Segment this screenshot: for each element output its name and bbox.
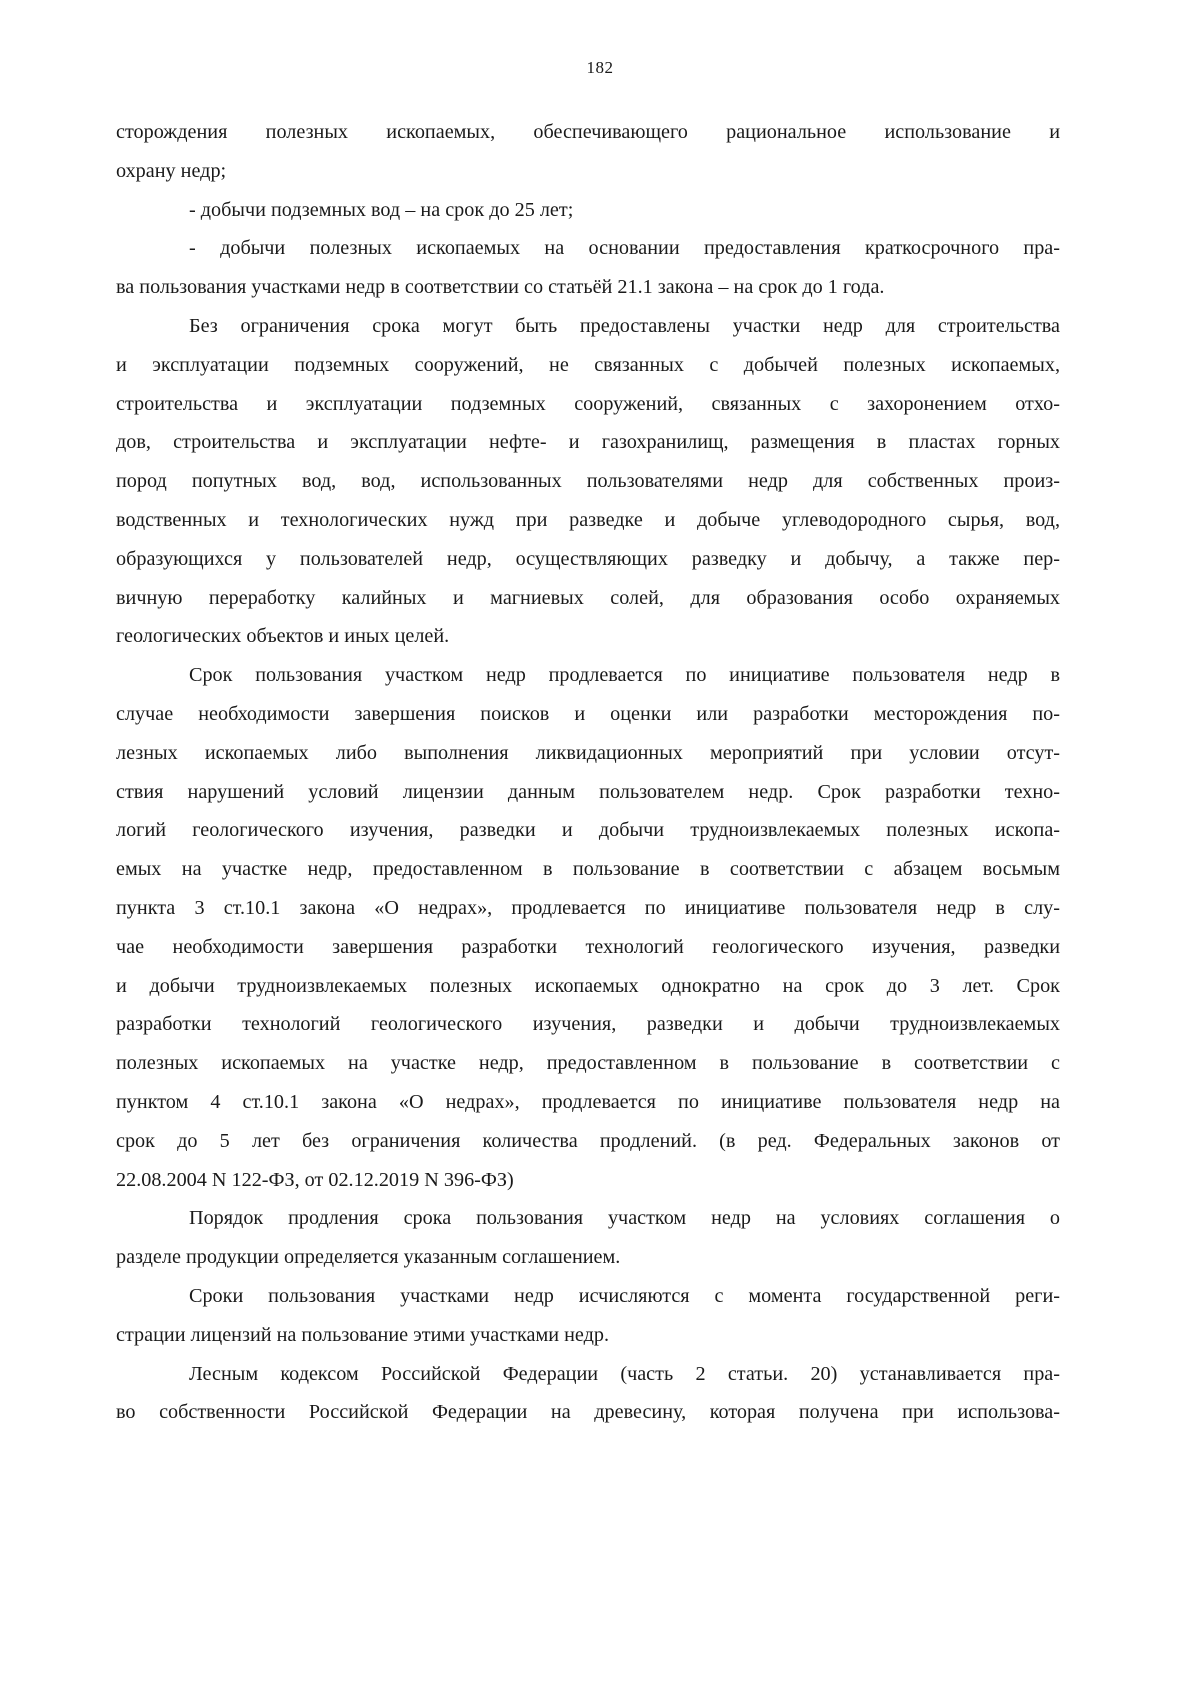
text-line: разработки технологий геологического изучения, разведки и добычи трудноизвлекаемых [116, 1013, 1060, 1036]
paragraph [116, 307, 1060, 656]
text-line: Срок пользования участком недр продлевается по инициативе пользователя недр в [189, 664, 1060, 687]
text-line: Без ограничения срока могут быть предоставлены участки недр для строительства [189, 314, 1060, 337]
text-line: охрану недр; [116, 159, 227, 182]
text-line: образующихся у пользователей недр, осуществляющих разведку и добычу, а также пер- [116, 547, 1060, 570]
text-line: лезных ископаемых либо выполнения ликвидационных мероприятий при условии отсут- [116, 741, 1060, 764]
text-line: и добычи трудноизвлекаемых полезных ископаемых однократно на срок до 3 лет. Срок [116, 974, 1060, 997]
text-line: разделе продукции определяется указанным соглашением. [116, 1246, 621, 1269]
text-line: пункта 3 ст.10.1 закона «О недрах», продлевается по инициативе пользователя недр в слу- [116, 896, 1060, 919]
text-line: Сроки пользования участками недр исчисляются с момента государственной реги- [189, 1284, 1060, 1307]
text-line: Лесным кодексом Российской Федерации (часть 2 статьи. 20) устанавливается пра- [189, 1362, 1060, 1385]
text-line: и эксплуатации подземных сооружений, не связанных с добычей полезных ископаемых, [116, 353, 1060, 376]
paragraph [116, 229, 1060, 307]
paragraph [116, 191, 1060, 230]
text-line: во собственности Российской Федерации на древесину, которая получена при использова- [116, 1401, 1060, 1424]
text-line: пород попутных вод, вод, использованных пользователями недр для собственных произ- [116, 470, 1060, 493]
text-line: ствия нарушений условий лицензии данным пользователем недр. Срок разработки техно- [116, 780, 1060, 803]
text-line: водственных и технологических нужд при разведке и добыче углеводородного сырья, вод, [116, 508, 1060, 531]
text-line: геологических объектов и иных целей. [116, 625, 450, 648]
paragraph [116, 656, 1060, 1199]
text-line: логий геологического изучения, разведки и добычи трудноизвлекаемых полезных ископа- [116, 819, 1060, 842]
text-line: - добычи подземных вод – на срок до 25 лет; [189, 198, 574, 221]
text-line: сторождения полезных ископаемых, обеспечивающего рациональное использование и [116, 121, 1060, 143]
document-body [116, 113, 1060, 1432]
text-line: страции лицензий на пользование этими участками недр. [116, 1323, 610, 1346]
paragraph [116, 1277, 1060, 1355]
text-line: - добычи полезных ископаемых на основании предоставления краткосрочного пра- [189, 237, 1060, 260]
text-line: 22.08.2004 N 122-ФЗ, от 02.12.2019 N 396-ФЗ) [116, 1168, 514, 1191]
paragraph [116, 113, 1060, 191]
text-line: ва пользования участками недр в соответствии со статьёй 21.1 закона – на срок до 1 года. [116, 276, 885, 299]
text-line: срок до 5 лет без ограничения количества продлений. (в ред. Федеральных законов от [116, 1129, 1060, 1152]
text-line: пунктом 4 ст.10.1 закона «О недрах», продлевается по инициативе пользователя недр на [116, 1090, 1060, 1113]
text-line: емых на участке недр, предоставленном в пользование в соответствии с абзацем восьмым [116, 858, 1060, 881]
text-line: полезных ископаемых на участке недр, предоставленном в пользование в соответствии с [116, 1052, 1060, 1075]
text-line: вичную переработку калийных и магниевых солей, для образования особо охраняемых [116, 586, 1060, 609]
text-line: дов, строительства и эксплуатации нефте- и газохранилищ, размещения в пластах горных [116, 431, 1060, 454]
paragraph [116, 1355, 1060, 1433]
paragraph [116, 1199, 1060, 1277]
text-line: строительства и эксплуатации подземных сооружений, связанных с захоронением отхо- [116, 392, 1060, 415]
text-line: Порядок продления срока пользования участком недр на условиях соглашения о [189, 1207, 1060, 1230]
text-line: чае необходимости завершения разработки технологий геологического изучения, разведки [116, 935, 1060, 958]
page-number: 182 [586, 58, 614, 77]
text-line: случае необходимости завершения поисков и оценки или разработки месторождения по- [116, 702, 1060, 725]
